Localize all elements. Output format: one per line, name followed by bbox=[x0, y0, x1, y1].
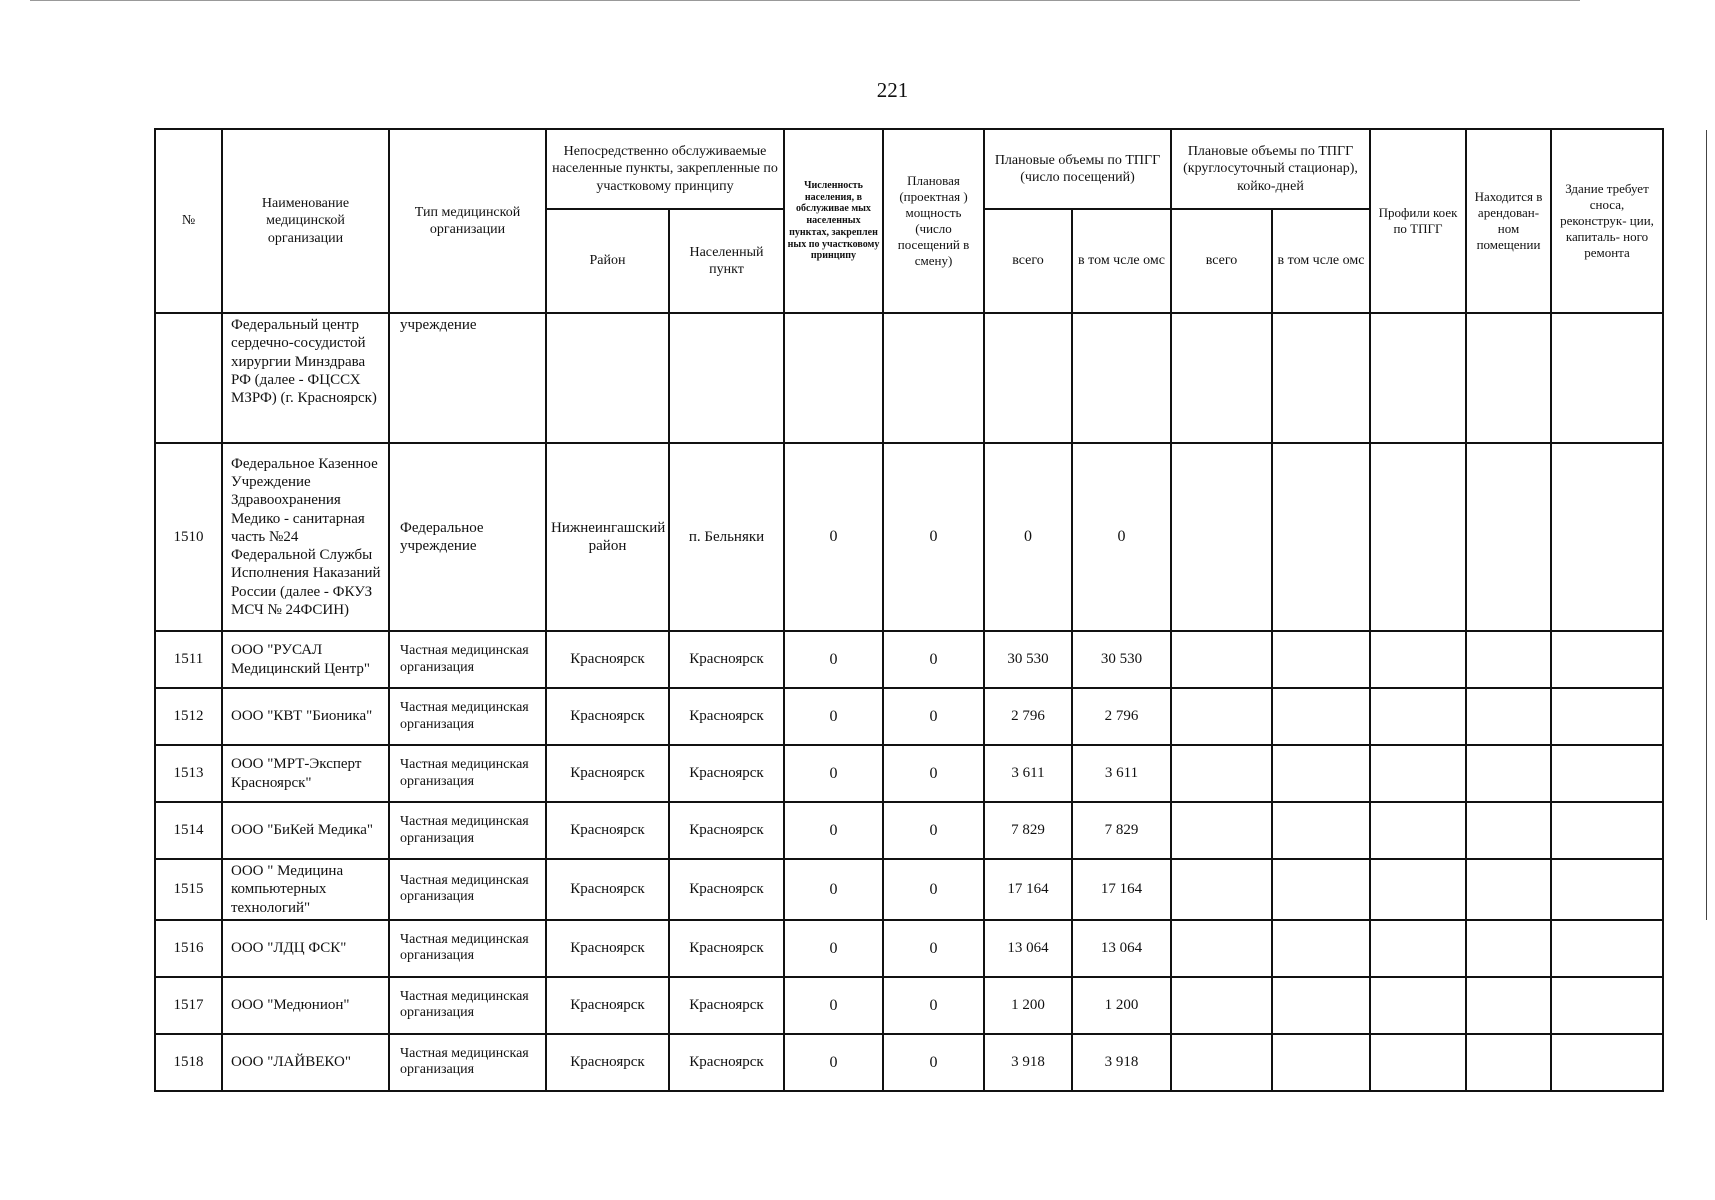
cell-type: Частная медицинская организация bbox=[389, 688, 546, 745]
cell-capacity: 0 bbox=[883, 688, 984, 745]
cell-name: Федеральный центр сердечно-сосудистой хирургии Минздрава РФ (далее - ФЦССХ МЗРФ) (г. Красноярск) bbox=[222, 313, 389, 443]
cell-no bbox=[155, 313, 222, 443]
cell-demolition bbox=[1551, 688, 1663, 745]
cell-hosp-total bbox=[1171, 977, 1272, 1034]
cell-hosp-oms bbox=[1272, 859, 1370, 920]
cell-demolition bbox=[1551, 977, 1663, 1034]
header-district: Район bbox=[546, 209, 669, 313]
cell-visits-oms: 3 918 bbox=[1072, 1034, 1171, 1091]
cell-population: 0 bbox=[784, 631, 883, 688]
table-row bbox=[155, 631, 1715, 688]
top-border-line bbox=[30, 0, 1580, 1]
cell-hosp-total bbox=[1171, 1034, 1272, 1091]
cell-demolition bbox=[1551, 631, 1663, 688]
cell-district: Красноярск bbox=[546, 631, 669, 688]
header-no: № bbox=[155, 129, 222, 313]
cell-settlement: Красноярск bbox=[669, 802, 784, 859]
cell-district: Красноярск bbox=[546, 1034, 669, 1091]
cell-visits-total bbox=[984, 313, 1072, 443]
cell-name: ООО "Медюнион" bbox=[222, 977, 389, 1034]
table-row bbox=[155, 313, 1715, 443]
cell-visits-oms: 30 530 bbox=[1072, 631, 1171, 688]
table-row bbox=[155, 977, 1715, 1034]
cell-settlement: Красноярск bbox=[669, 920, 784, 977]
cell-no: 1516 bbox=[155, 920, 222, 977]
header-profiles: Профили коек по ТПГГ bbox=[1370, 129, 1466, 313]
header-type: Тип медицинской организации bbox=[389, 129, 546, 313]
cell-visits-oms bbox=[1072, 313, 1171, 443]
cell-demolition bbox=[1551, 859, 1663, 920]
cell-hosp-oms bbox=[1272, 802, 1370, 859]
cell-district: Красноярск bbox=[546, 920, 669, 977]
header-hosp-total: всего bbox=[1171, 209, 1272, 313]
header-visits-oms: в том чсле омс bbox=[1072, 209, 1171, 313]
cell-hosp-total bbox=[1171, 443, 1272, 631]
cell-type: Частная медицинская организация bbox=[389, 920, 546, 977]
cell-name: ООО "КВТ "Бионика" bbox=[222, 688, 389, 745]
cell-rented bbox=[1466, 802, 1551, 859]
cell-capacity: 0 bbox=[883, 859, 984, 920]
cell-demolition bbox=[1551, 1034, 1663, 1091]
cell-demolition bbox=[1551, 802, 1663, 859]
document-sheet bbox=[154, 128, 1686, 1092]
medical-organizations-table bbox=[154, 128, 1715, 1092]
cell-district: Красноярск bbox=[546, 745, 669, 802]
cell-profiles bbox=[1370, 1034, 1466, 1091]
cell-rented bbox=[1466, 859, 1551, 920]
cell-no: 1515 bbox=[155, 859, 222, 920]
cell-hosp-oms bbox=[1272, 920, 1370, 977]
cell-visits-total: 2 796 bbox=[984, 688, 1072, 745]
cell-population: 0 bbox=[784, 688, 883, 745]
cell-district: Красноярск bbox=[546, 802, 669, 859]
header-hosp-group: Плановые объемы по ТПГГ (круглосуточный стационар), койко-дней bbox=[1171, 129, 1370, 209]
cell-hosp-oms bbox=[1272, 443, 1370, 631]
cell-rented bbox=[1466, 313, 1551, 443]
cell-hosp-oms bbox=[1272, 745, 1370, 802]
header-capacity: Плановая (проектная ) мощность (число посещений в смену) bbox=[883, 129, 984, 313]
cell-population: 0 bbox=[784, 1034, 883, 1091]
cell-population: 0 bbox=[784, 977, 883, 1034]
table-row bbox=[155, 802, 1715, 859]
cell-name: ООО "ЛАЙВЕКО" bbox=[222, 1034, 389, 1091]
cell-profiles bbox=[1370, 745, 1466, 802]
cell-capacity: 0 bbox=[883, 1034, 984, 1091]
cell-capacity: 0 bbox=[883, 802, 984, 859]
cell-type: Частная медицинская организация bbox=[389, 1034, 546, 1091]
cell-rented bbox=[1466, 631, 1551, 688]
cell-visits-oms: 13 064 bbox=[1072, 920, 1171, 977]
cell-profiles bbox=[1370, 920, 1466, 977]
header-population: Численность населения, в обслуживае мых населенных пунктах, закреплен ных по участковому принципу bbox=[784, 129, 883, 313]
cell-district: Красноярск bbox=[546, 977, 669, 1034]
cell-profiles bbox=[1370, 688, 1466, 745]
cell-no: 1517 bbox=[155, 977, 222, 1034]
cell-district: Красноярск bbox=[546, 859, 669, 920]
cell-name: ООО " Медицина компьютерных технологий" bbox=[222, 859, 389, 920]
header-visits-total: всего bbox=[984, 209, 1072, 313]
cell-profiles bbox=[1370, 802, 1466, 859]
cell-settlement: Красноярск bbox=[669, 859, 784, 920]
cell-settlement: Красноярск bbox=[669, 977, 784, 1034]
cell-rented bbox=[1466, 745, 1551, 802]
cell-population: 0 bbox=[784, 920, 883, 977]
cell-rented bbox=[1466, 920, 1551, 977]
cell-profiles bbox=[1370, 977, 1466, 1034]
cell-capacity: 0 bbox=[883, 977, 984, 1034]
cell-hosp-total bbox=[1171, 631, 1272, 688]
cell-type: Частная медицинская организация bbox=[389, 631, 546, 688]
cell-rented bbox=[1466, 688, 1551, 745]
cell-settlement: Красноярск bbox=[669, 1034, 784, 1091]
cell-no: 1514 bbox=[155, 802, 222, 859]
cell-visits-oms: 17 164 bbox=[1072, 859, 1171, 920]
cell-rented bbox=[1466, 977, 1551, 1034]
cell-population: 0 bbox=[784, 859, 883, 920]
cell-population bbox=[784, 313, 883, 443]
cell-capacity bbox=[883, 313, 984, 443]
cell-visits-total: 7 829 bbox=[984, 802, 1072, 859]
cell-demolition bbox=[1551, 313, 1663, 443]
cell-name: ООО "ЛДЦ ФСК" bbox=[222, 920, 389, 977]
cell-district bbox=[546, 313, 669, 443]
cell-no: 1511 bbox=[155, 631, 222, 688]
cell-district: Нижнеингашский район bbox=[546, 443, 669, 631]
cell-demolition bbox=[1551, 745, 1663, 802]
header-visits-group: Плановые объемы по ТПГГ (число посещений) bbox=[984, 129, 1171, 209]
cell-population: 0 bbox=[784, 802, 883, 859]
header-name: Наименование медицинской организации bbox=[222, 129, 389, 313]
cell-name: ООО "БиКей Медика" bbox=[222, 802, 389, 859]
cell-visits-total: 1 200 bbox=[984, 977, 1072, 1034]
cell-hosp-total bbox=[1171, 920, 1272, 977]
cell-type: Частная медицинская организация bbox=[389, 745, 546, 802]
cell-visits-total: 3 918 bbox=[984, 1034, 1072, 1091]
cell-profiles bbox=[1370, 859, 1466, 920]
cell-visits-oms: 7 829 bbox=[1072, 802, 1171, 859]
cell-type: Частная медицинская организация bbox=[389, 859, 546, 920]
cell-no: 1518 bbox=[155, 1034, 222, 1091]
cell-visits-oms: 0 bbox=[1072, 443, 1171, 631]
cell-hosp-total bbox=[1171, 313, 1272, 443]
cell-visits-total: 0 bbox=[984, 443, 1072, 631]
cell-hosp-total bbox=[1171, 745, 1272, 802]
cell-name: ООО "МРТ-Эксперт Красноярск" bbox=[222, 745, 389, 802]
header-rented: Находится в арендован- ном помещении bbox=[1466, 129, 1551, 313]
cell-district: Красноярск bbox=[546, 688, 669, 745]
cell-demolition bbox=[1551, 443, 1663, 631]
cell-hosp-oms bbox=[1272, 313, 1370, 443]
cell-hosp-total bbox=[1171, 802, 1272, 859]
cell-capacity: 0 bbox=[883, 631, 984, 688]
cell-visits-oms: 3 611 bbox=[1072, 745, 1171, 802]
cell-no: 1513 bbox=[155, 745, 222, 802]
cell-settlement: Красноярск bbox=[669, 745, 784, 802]
cell-hosp-oms bbox=[1272, 977, 1370, 1034]
header-served-group: Непосредственно обслуживаемые населенные пункты, закрепленные по участковому принципу bbox=[546, 129, 784, 209]
cell-name: Федеральное Казенное Учреждение Здравоохранения Медико - санитарная часть №24 Федеральной Службы Исполнения Наказаний России (далее - ФКУЗ МСЧ № 24ФСИН) bbox=[222, 443, 389, 631]
cell-hosp-oms bbox=[1272, 688, 1370, 745]
cell-hosp-total bbox=[1171, 688, 1272, 745]
cell-capacity: 0 bbox=[883, 443, 984, 631]
cell-demolition bbox=[1551, 920, 1663, 977]
cell-profiles bbox=[1370, 313, 1466, 443]
cell-settlement bbox=[669, 313, 784, 443]
table-row bbox=[155, 745, 1715, 802]
cell-rented bbox=[1466, 1034, 1551, 1091]
cell-profiles bbox=[1370, 631, 1466, 688]
cell-visits-oms: 2 796 bbox=[1072, 688, 1171, 745]
cell-visits-total: 13 064 bbox=[984, 920, 1072, 977]
header-settlement: Населенный пункт bbox=[669, 209, 784, 313]
cell-capacity: 0 bbox=[883, 920, 984, 977]
table-row bbox=[155, 688, 1715, 745]
cell-type: Частная медицинская организация bbox=[389, 802, 546, 859]
cell-visits-total: 17 164 bbox=[984, 859, 1072, 920]
page-number: 221 bbox=[876, 78, 909, 102]
cell-settlement: Красноярск bbox=[669, 688, 784, 745]
cell-visits-oms: 1 200 bbox=[1072, 977, 1171, 1034]
header-row-1 bbox=[155, 129, 1715, 209]
table-row bbox=[155, 443, 1715, 631]
cell-population: 0 bbox=[784, 745, 883, 802]
cell-type: учреждение bbox=[389, 313, 546, 443]
cell-visits-total: 30 530 bbox=[984, 631, 1072, 688]
cell-type: Федеральное учреждение bbox=[389, 443, 546, 631]
cell-population: 0 bbox=[784, 443, 883, 631]
cell-hosp-total bbox=[1171, 859, 1272, 920]
cell-hosp-oms bbox=[1272, 1034, 1370, 1091]
cell-no: 1512 bbox=[155, 688, 222, 745]
cell-rented bbox=[1466, 443, 1551, 631]
cell-name: ООО "РУСАЛ Медицинский Центр" bbox=[222, 631, 389, 688]
table-row bbox=[155, 920, 1715, 977]
cell-hosp-oms bbox=[1272, 631, 1370, 688]
header-demolition: Здание требует сноса, реконструк- ции, капиталь- ного ремонта bbox=[1551, 129, 1663, 313]
cell-type: Частная медицинская организация bbox=[389, 977, 546, 1034]
cell-settlement: Красноярск bbox=[669, 631, 784, 688]
table-row bbox=[155, 1034, 1715, 1091]
cell-visits-total: 3 611 bbox=[984, 745, 1072, 802]
cell-capacity: 0 bbox=[883, 745, 984, 802]
table-row bbox=[155, 859, 1715, 920]
cell-settlement: п. Бельняки bbox=[669, 443, 784, 631]
cell-no: 1510 bbox=[155, 443, 222, 631]
header-hosp-oms: в том чсле омс bbox=[1272, 209, 1370, 313]
cell-profiles bbox=[1370, 443, 1466, 631]
